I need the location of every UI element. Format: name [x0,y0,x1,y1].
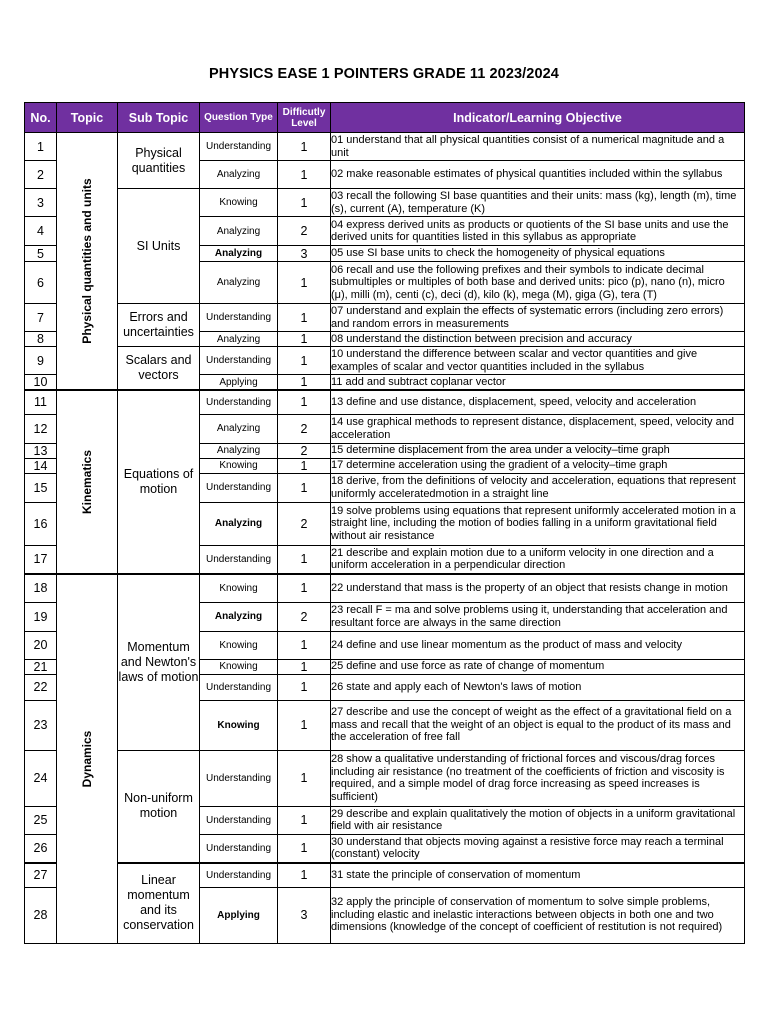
difficulty-level: 1 [278,659,331,674]
row-number: 11 [25,390,57,414]
learning-objective: 15 determine displacement from the area under a velocity–time graph [331,443,745,458]
question-type: Analyzing [200,246,278,262]
subtopic-cell: Physical quantities [118,133,200,189]
learning-objective: 21 describe and explain motion due to a uniform velocity in one direction and a uniform acceleration in a perpendicular direction [331,545,745,574]
header-subtopic: Sub Topic [118,103,200,133]
difficulty-level: 2 [278,443,331,458]
row-number: 10 [25,375,57,391]
difficulty-level: 3 [278,887,331,943]
difficulty-level: 1 [278,834,331,863]
row-number: 21 [25,659,57,674]
learning-objective: 02 make reasonable estimates of physical quantities included within the syllabus [331,161,745,189]
table-row [25,574,745,602]
question-type: Knowing [200,631,278,659]
row-number: 14 [25,458,57,473]
topic-cell [57,133,118,391]
row-number: 4 [25,217,57,246]
difficulty-level: 1 [278,262,331,304]
topic-label: Physical quantities and units [80,178,94,344]
table-row [25,133,745,161]
difficulty-level: 1 [278,161,331,189]
question-type: Applying [200,887,278,943]
learning-objective: 25 define and use force as rate of change of momentum [331,659,745,674]
learning-objective: 27 describe and use the concept of weight as the effect of a gravitational field on a mass and recall that the weight of an object is equal to the product of its mass and the acceleration of free fall [331,700,745,750]
learning-objective: 06 recall and use the following prefixes and their symbols to indicate decimal submultiples or multiples of both base and derived units: pico (p), nano (n), micro (μ), milli (m), centi (c), deci (d), kilo (k), mega (M), giga (G), tera (T) [331,262,745,304]
topic-cell [57,390,118,574]
learning-objective: 28 show a qualitative understanding of frictional forces and viscous/drag forces including air resistance (no treatment of the coefficients of friction and viscosity is required, and a simple model of drag force increasing as speed increases is sufficient) [331,750,745,806]
page-title: PHYSICS EASE 1 POINTERS GRADE 11 2023/2024 [209,66,559,82]
difficulty-level: 1 [278,863,331,887]
difficulty-level: 2 [278,217,331,246]
question-type: Analyzing [200,332,278,347]
row-number: 13 [25,443,57,458]
learning-objective: 05 use SI base units to check the homogeneity of physical equations [331,246,745,262]
table-row [25,347,745,375]
subtopic-cell: Linear momentum and its conservation [118,863,200,943]
subtopic-cell: Momentum and Newton's laws of motion [118,574,200,750]
header-objective: Indicator/Learning Objective [331,103,745,133]
question-type: Knowing [200,659,278,674]
question-type: Understanding [200,133,278,161]
header-question-type: Question Type [200,103,278,133]
row-number: 9 [25,347,57,375]
learning-objective: 10 understand the difference between scalar and vector quantities and give examples of scalar and vector quantities included in the syllabus [331,347,745,375]
learning-objective: 03 recall the following SI base quantities and their units: mass (kg), length (m), time (s), current (A), temperature (K) [331,189,745,217]
topic-label: Dynamics [80,730,94,788]
learning-objective: 13 define and use distance, displacement, speed, velocity and acceleration [331,390,745,414]
difficulty-level: 1 [278,133,331,161]
learning-objective: 18 derive, from the definitions of velocity and acceleration, equations that represent uniformly acceleratedmotion in a straight line [331,473,745,502]
difficulty-level: 3 [278,246,331,262]
question-type: Understanding [200,806,278,834]
row-number: 2 [25,161,57,189]
question-type: Applying [200,375,278,391]
header-no: No. [25,103,57,133]
learning-objective: 22 understand that mass is the property of an object that resists change in motion [331,574,745,602]
question-type: Knowing [200,574,278,602]
row-number: 15 [25,473,57,502]
question-type: Analyzing [200,414,278,443]
row-number: 8 [25,332,57,347]
question-type: Understanding [200,863,278,887]
learning-objective: 17 determine acceleration using the gradient of a velocity–time graph [331,458,745,473]
learning-objective: 26 state and apply each of Newton's laws of motion [331,674,745,700]
question-type: Knowing [200,700,278,750]
subtopic-cell: Non-uniform motion [118,750,200,863]
learning-objective: 08 understand the distinction between precision and accuracy [331,332,745,347]
question-type: Understanding [200,674,278,700]
question-type: Analyzing [200,502,278,545]
row-number: 23 [25,700,57,750]
learning-objective: 29 describe and explain qualitatively the motion of objects in a uniform gravitational field with air resistance [331,806,745,834]
difficulty-level: 1 [278,806,331,834]
question-type: Analyzing [200,217,278,246]
learning-objective: 24 define and use linear momentum as the product of mass and velocity [331,631,745,659]
question-type: Understanding [200,473,278,502]
row-number: 6 [25,262,57,304]
learning-objective: 07 understand and explain the effects of systematic errors (including zero errors) and random errors in measurements [331,304,745,332]
difficulty-level: 1 [278,631,331,659]
question-type: Understanding [200,347,278,375]
learning-objective: 11 add and subtract coplanar vector [331,375,745,391]
question-type: Analyzing [200,443,278,458]
row-number: 25 [25,806,57,834]
difficulty-level: 1 [278,750,331,806]
question-type: Understanding [200,545,278,574]
question-type: Understanding [200,834,278,863]
subtopic-cell: Scalars and vectors [118,347,200,391]
subtopic-cell: Equations of motion [118,390,200,574]
question-type: Knowing [200,189,278,217]
learning-objective: 32 apply the principle of conservation of momentum to solve simple problems, including elastic and inelastic interactions between objects in both one and two dimensions (knowledge of the concept of coefficient of restitution is not required) [331,887,745,943]
row-number: 12 [25,414,57,443]
subtopic-cell: SI Units [118,189,200,304]
header-topic: Topic [57,103,118,133]
difficulty-level: 1 [278,574,331,602]
difficulty-level: 1 [278,347,331,375]
learning-objective: 30 understand that objects moving against a resistive force may reach a terminal (constant) velocity [331,834,745,863]
row-number: 27 [25,863,57,887]
difficulty-level: 1 [278,390,331,414]
question-type: Analyzing [200,602,278,631]
table-row [25,304,745,332]
difficulty-level: 1 [278,375,331,391]
row-number: 7 [25,304,57,332]
difficulty-level: 1 [278,458,331,473]
row-number: 17 [25,545,57,574]
question-type: Analyzing [200,161,278,189]
learning-objective: 19 solve problems using equations that represent uniformly accelerated motion in a straight line, including the motion of bodies falling in a uniform gravitational field without air resistance [331,502,745,545]
learning-objective: 04 express derived units as products or quotients of the SI base units and use the derived units for quantities listed in this syllabus as appropriate [331,217,745,246]
row-number: 3 [25,189,57,217]
difficulty-level: 1 [278,545,331,574]
difficulty-level: 2 [278,414,331,443]
learning-objective: 23 recall F = ma and solve problems using it, understanding that acceleration and resultant force are always in the same direction [331,602,745,631]
row-number: 5 [25,246,57,262]
header-difficulty-level: Difficutly Level [278,103,331,133]
difficulty-level: 1 [278,674,331,700]
table-row [25,750,745,806]
row-number: 20 [25,631,57,659]
question-type: Analyzing [200,262,278,304]
difficulty-level: 1 [278,700,331,750]
learning-objective: 14 use graphical methods to represent distance, displacement, speed, velocity and acceleration [331,414,745,443]
row-number: 19 [25,602,57,631]
question-type: Understanding [200,390,278,414]
difficulty-level: 1 [278,304,331,332]
difficulty-level: 1 [278,189,331,217]
difficulty-level: 1 [278,473,331,502]
question-type: Understanding [200,750,278,806]
row-number: 18 [25,574,57,602]
topic-cell [57,574,118,943]
row-number: 16 [25,502,57,545]
learning-objective: 31 state the principle of conservation of momentum [331,863,745,887]
learning-objectives-table [24,102,745,944]
table-row [25,863,745,887]
topic-label: Kinematics [80,449,94,515]
subtopic-cell: Errors and uncertainties [118,304,200,347]
row-number: 1 [25,133,57,161]
row-number: 24 [25,750,57,806]
row-number: 22 [25,674,57,700]
question-type: Knowing [200,458,278,473]
question-type: Understanding [200,304,278,332]
table-row [25,189,745,217]
learning-objective: 01 understand that all physical quantities consist of a numerical magnitude and a unit [331,133,745,161]
table-row [25,390,745,414]
row-number: 28 [25,887,57,943]
difficulty-level: 2 [278,602,331,631]
difficulty-level: 2 [278,502,331,545]
row-number: 26 [25,834,57,863]
difficulty-level: 1 [278,332,331,347]
